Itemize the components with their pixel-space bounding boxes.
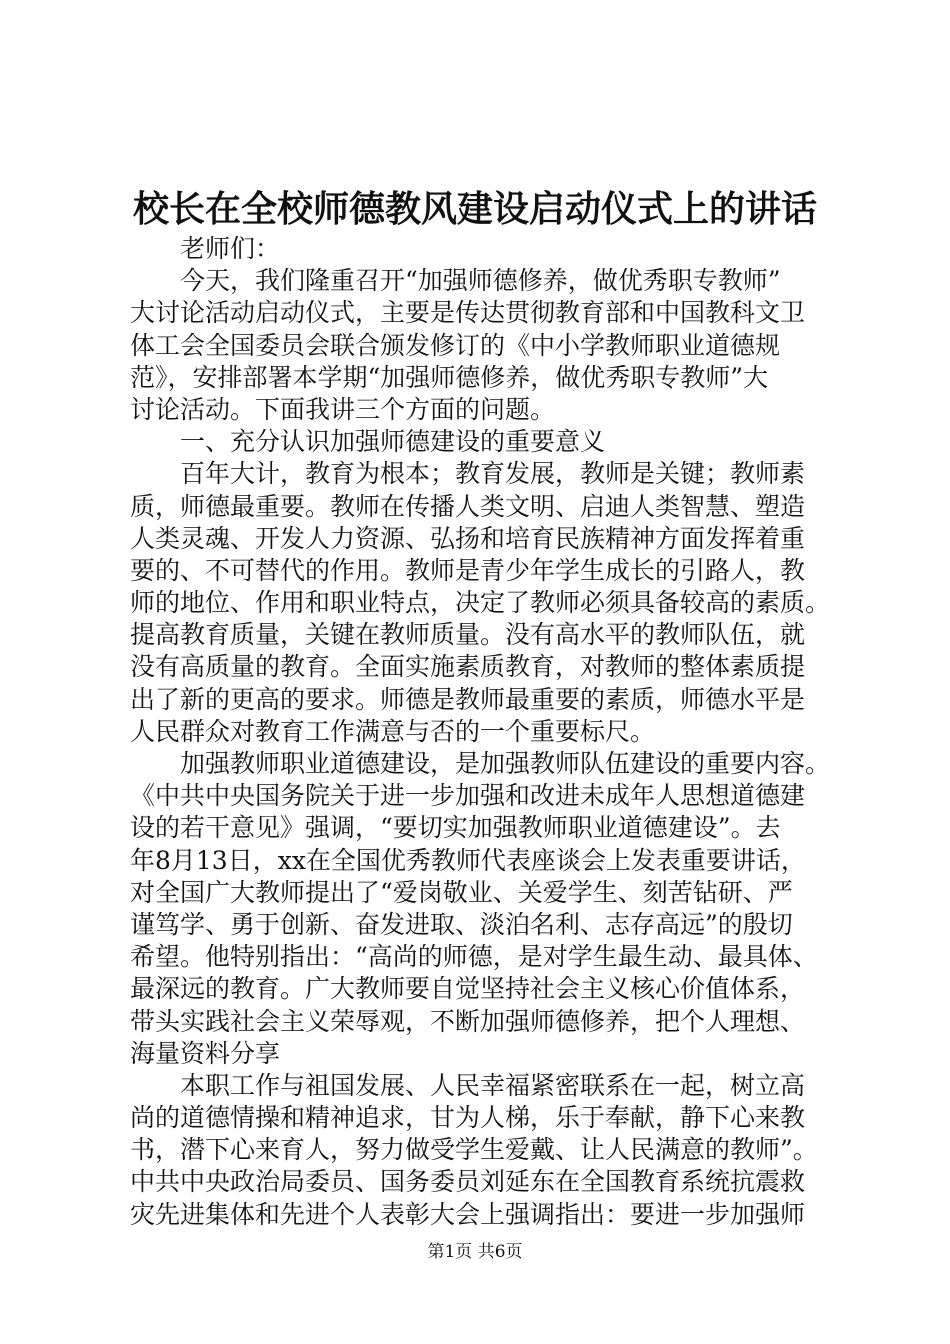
text-line: 希望。他特别指出：“高尚的师德，是对学生最生动、最具体、 <box>130 942 818 972</box>
text-line: 本职工作与祖国发展、人民幸福紧密联系在一起，树立高 <box>180 1070 806 1100</box>
text-line: 范》，安排部署本学期“加强师德修养，做优秀职专教师”大 <box>130 362 769 392</box>
text-line: 《中共中央国务院关于进一步加强和改进未成年人思想道德建 <box>130 781 806 811</box>
text-line: 没有高质量的教育。全面实施素质教育，对教师的整体素质提 <box>130 652 806 682</box>
text-line: 师的地位、作用和职业特点，决定了教师必须具备较高的素质。 <box>130 588 831 618</box>
document-body <box>130 233 834 1231</box>
text-line: 人民群众对教育工作满意与否的一个重要标尺。 <box>130 716 656 746</box>
text-line: 百年大计，教育为根本；教育发展，教师是关键；教师素 <box>180 459 806 489</box>
document-title: 校长在全校师德教风建设启动仪式上的讲话 <box>132 188 817 230</box>
text-line: 加强教师职业道德建设，是加强教师队伍建设的重要内容。 <box>180 749 831 778</box>
text-line: 带头实践社会主义荣辱观，不断加强师德修养，把个人理想、 <box>130 1006 806 1036</box>
page-footer: 第1页 共6页 <box>427 1242 523 1262</box>
text-line: 出了新的更高的要求。师德是教师最重要的素质，师德水平是 <box>130 684 806 714</box>
text-line: 谨笃学、勇于创新、奋发进取、淡泊名利、志存高远”的殷切 <box>130 909 793 939</box>
text-line: 体工会全国委员会联合颁发修订的《中小学教师职业道德规 <box>130 330 781 360</box>
text-line: 尚的道德情操和精神追求，甘为人梯，乐于奉献，静下心来教 <box>130 1103 806 1133</box>
text-line: 中共中央政治局委员、国务委员刘延东在全国教育系统抗震救 <box>130 1167 806 1197</box>
text-line: 今天，我们隆重召开“加强师德修养，做优秀职专教师” <box>180 266 781 296</box>
text-line: 提高教育质量，关键在教师质量。没有高水平的教师队伍，就 <box>130 620 806 650</box>
text-line: 讨论活动。下面我讲三个方面的问题。 <box>130 394 556 424</box>
text-line: 对全国广大教师提出了“爱岗敬业、关爱学生、刻苦钻研、严 <box>130 877 793 907</box>
text-line: 海量资料分享 <box>130 1038 281 1068</box>
text-line: 年8月13日，xx在全国优秀教师代表座谈会上发表重要讲话， <box>130 845 806 875</box>
text-line: 质，师德最重要。教师在传播人类文明、启迪人类智慧、塑造 <box>130 491 806 521</box>
text-line: 一、充分认识加强师德建设的重要意义 <box>180 427 606 457</box>
text-line: 人类灵魂、开发人力资源、弘扬和培育民族精神方面发挥着重 <box>130 523 806 553</box>
text-line: 老师们： <box>180 234 281 263</box>
text-line: 设的若干意见》强调，“要切实加强教师职业道德建设”。去 <box>130 813 781 843</box>
text-line: 灾先进集体和先进个人表彰大会上强调指出：要进一步加强师 <box>130 1199 806 1229</box>
text-line: 最深远的教育。广大教师要自觉坚持社会主义核心价值体系， <box>130 974 806 1004</box>
text-line: 要的、不可替代的作用。教师是青少年学生成长的引路人，教 <box>130 555 806 585</box>
text-line: 大讨论活动启动仪式，主要是传达贯彻教育部和中国教科文卫 <box>130 298 806 328</box>
text-line: 书，潜下心来育人，努力做受学生爱戴、让人民满意的教师”。 <box>130 1135 818 1165</box>
